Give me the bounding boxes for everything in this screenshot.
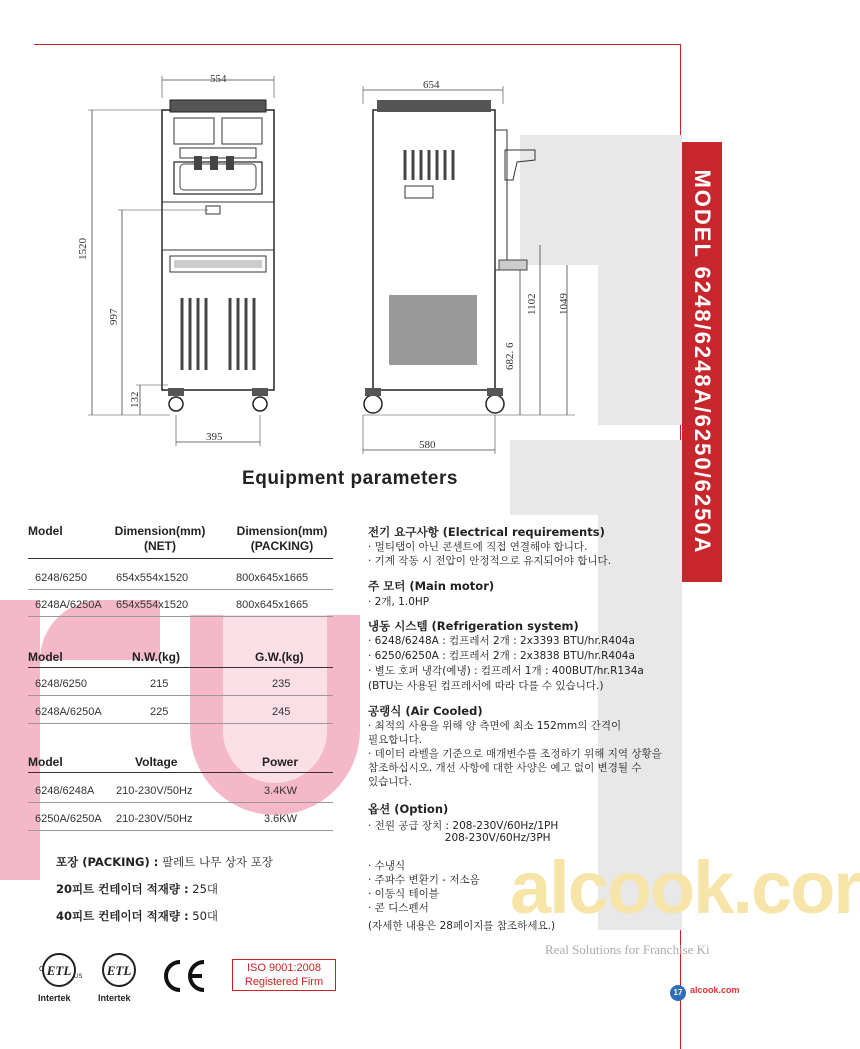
air-line: · 데이터 라벨을 기준으로 매개변수를 조정하기 위해 지역 상황을 — [368, 748, 662, 760]
t3-r1-model: 6248/6248A — [35, 785, 95, 797]
t3-rule — [28, 802, 333, 803]
container20-line — [56, 881, 218, 897]
option-line: (자세한 내용은 28페이지를 참조하세요.) — [368, 920, 556, 932]
t3-header-power: Power — [262, 755, 299, 769]
t3-r2-voltage: 210-230V/50Hz — [116, 813, 193, 825]
dim-side-1049: 1049 — [558, 293, 570, 315]
dim-front-base: 395 — [206, 431, 223, 443]
dim-side-682: 682. 6 — [504, 342, 516, 370]
t3-header-voltage: Voltage — [135, 755, 178, 769]
t3-r1-voltage: 210-230V/50Hz — [116, 785, 193, 797]
iso-badge — [232, 959, 336, 991]
t3-r1-power: 3.4KW — [264, 785, 298, 797]
dim-side-width: 654 — [423, 79, 440, 91]
iso-line1: ISO 9001:2008 — [246, 962, 321, 974]
packing-line — [56, 854, 273, 870]
model-banner-text: MODEL 6248/6248A/6250/6250A — [690, 169, 715, 555]
t1-header-packing: Dimension(mm) (PACKING) — [236, 524, 328, 553]
container20-label: 20피트 컨테이더 적재량 : — [56, 882, 189, 896]
refrigeration-line: · 별도 호퍼 냉각(예냉) : 컴프레서 1개 : 400BUT/hr.R134a — [368, 665, 644, 677]
watermark-pink — [0, 600, 40, 880]
t1-rule — [28, 616, 333, 617]
t3-rule — [28, 830, 333, 831]
electrical-line: · 기계 작동 시 전압이 안정적으로 유지되어야 합니다. — [368, 555, 612, 567]
etl-logo-2 — [96, 952, 142, 992]
option-line: · 이동식 테이블 — [368, 888, 439, 900]
option-line: · 수냉식 — [368, 860, 406, 872]
footer-tagline: Real Solutions for Franchise Ki — [545, 942, 710, 957]
refrigeration-line: · 6248/6248A : 컴프레서 2개 : 2x3393 BTU/hr.R404a — [368, 635, 635, 647]
t1-rule — [28, 589, 333, 590]
air-title: 공랭식 (Air Cooled) — [368, 704, 483, 718]
t3-header-model: Model — [28, 755, 63, 769]
t3-r2-power: 3.6KW — [264, 813, 298, 825]
option-line: · 콘 디스펜서 — [368, 902, 429, 914]
air-line: 참조하십시오. 개선 사항에 대한 사양은 예고 없이 변경될 수 — [368, 762, 642, 774]
motor-title: 주 모터 (Main motor) — [368, 579, 495, 593]
t2-rule — [28, 695, 333, 696]
option-line: 208-230V/60Hz/3PH — [368, 832, 551, 844]
intertek-label: Intertek — [98, 993, 131, 1003]
t2-r2-gw: 245 — [272, 706, 291, 718]
air-line: 필요합니다. — [368, 734, 423, 746]
watermark-brand-text: alcook.cor — [510, 846, 860, 929]
refrigeration-line: · 6250/6250A : 컴프레서 2개 : 2x3838 BTU/hr.R404a — [368, 650, 635, 662]
option-line: · 주파수 변환기 - 저소음 — [368, 874, 480, 886]
page-number: 17 — [670, 985, 686, 1001]
t1-r2-model: 6248A/6250A — [35, 599, 102, 611]
t2-header-nw: N.W.(kg) — [132, 650, 180, 664]
front-view-drawing — [70, 70, 300, 450]
etl-logo-1 — [36, 952, 82, 992]
container40-label: 40피트 컨테이더 적재량 : — [56, 909, 189, 923]
container40-line — [56, 908, 218, 924]
t2-r1-nw: 215 — [150, 678, 169, 690]
t2-header-model: Model — [28, 650, 63, 664]
t2-r1-model: 6248/6250 — [35, 678, 87, 690]
intertek-label: Intertek — [38, 993, 71, 1003]
t2-r1-gw: 235 — [272, 678, 291, 690]
dim-front-low: 132 — [129, 391, 141, 408]
container20-value: 25대 — [188, 882, 218, 896]
t2-rule — [28, 723, 333, 724]
brand-logo-small: alcook.com — [690, 985, 740, 995]
electrical-title: 전기 요구사항 (Electrical requirements) — [368, 525, 605, 539]
t1-r2-net: 654x554x1520 — [116, 599, 189, 611]
t1-r2-packing: 800x645x1665 — [236, 599, 309, 611]
dim-side-base: 580 — [419, 439, 436, 451]
c-mark: C — [39, 966, 45, 973]
us-mark: US — [74, 974, 83, 980]
container40-value: 50대 — [188, 909, 218, 923]
ce-mark-icon — [160, 956, 210, 996]
t3-r2-model: 6250A/6250A — [35, 813, 102, 825]
t2-r2-nw: 225 — [150, 706, 169, 718]
refrigeration-line: (BTU는 사용된 컴프레서에 따라 다를 수 있습니다.) — [368, 680, 604, 692]
option-line: · 전원 공급 장치 : 208-230V/60Hz/1PH — [368, 820, 559, 832]
t2-r2-model: 6248A/6250A — [35, 706, 102, 718]
etl-mark: ETL — [46, 963, 72, 978]
t1-header-net: Dimension(mm) (NET) — [114, 524, 206, 553]
iso-line2: Registered Firm — [244, 976, 324, 988]
t1-header-model: Model — [28, 524, 63, 538]
air-line: 있습니다. — [368, 776, 412, 788]
dim-front-mid: 997 — [108, 308, 120, 325]
dim-side-1102: 1102 — [526, 293, 538, 315]
t1-rule — [28, 558, 333, 559]
dim-front-height: 1520 — [77, 238, 89, 260]
t2-header-gw: G.W.(kg) — [255, 650, 304, 664]
section-title: Equipment parameters — [242, 468, 458, 489]
t1-r1-net: 654x554x1520 — [116, 572, 189, 584]
air-line: · 최적의 사용을 위해 양 측면에 최소 152mm의 간격이 — [368, 720, 622, 732]
watermark-shape — [598, 255, 682, 425]
t3-rule — [28, 772, 333, 773]
side-view-drawing — [345, 70, 595, 460]
top-rule — [34, 44, 680, 45]
option-title: 옵션 (Option) — [368, 802, 449, 816]
packing-value: 팔레트 나무 상자 포장 — [158, 855, 273, 869]
motor-line: · 2개, 1.0HP — [368, 596, 430, 608]
t1-r1-model: 6248/6250 — [35, 572, 87, 584]
electrical-line: · 멀티탭이 아닌 콘센트에 직접 연결해야 합니다. — [368, 541, 588, 553]
t2-rule — [28, 667, 333, 668]
refrigeration-title: 냉동 시스템 (Refrigeration system) — [368, 619, 579, 633]
etl-mark: ETL — [106, 963, 132, 978]
dim-front-width: 554 — [210, 73, 227, 85]
packing-label: 포장 (PACKING) : — [56, 855, 159, 869]
t1-r1-packing: 800x645x1665 — [236, 572, 309, 584]
